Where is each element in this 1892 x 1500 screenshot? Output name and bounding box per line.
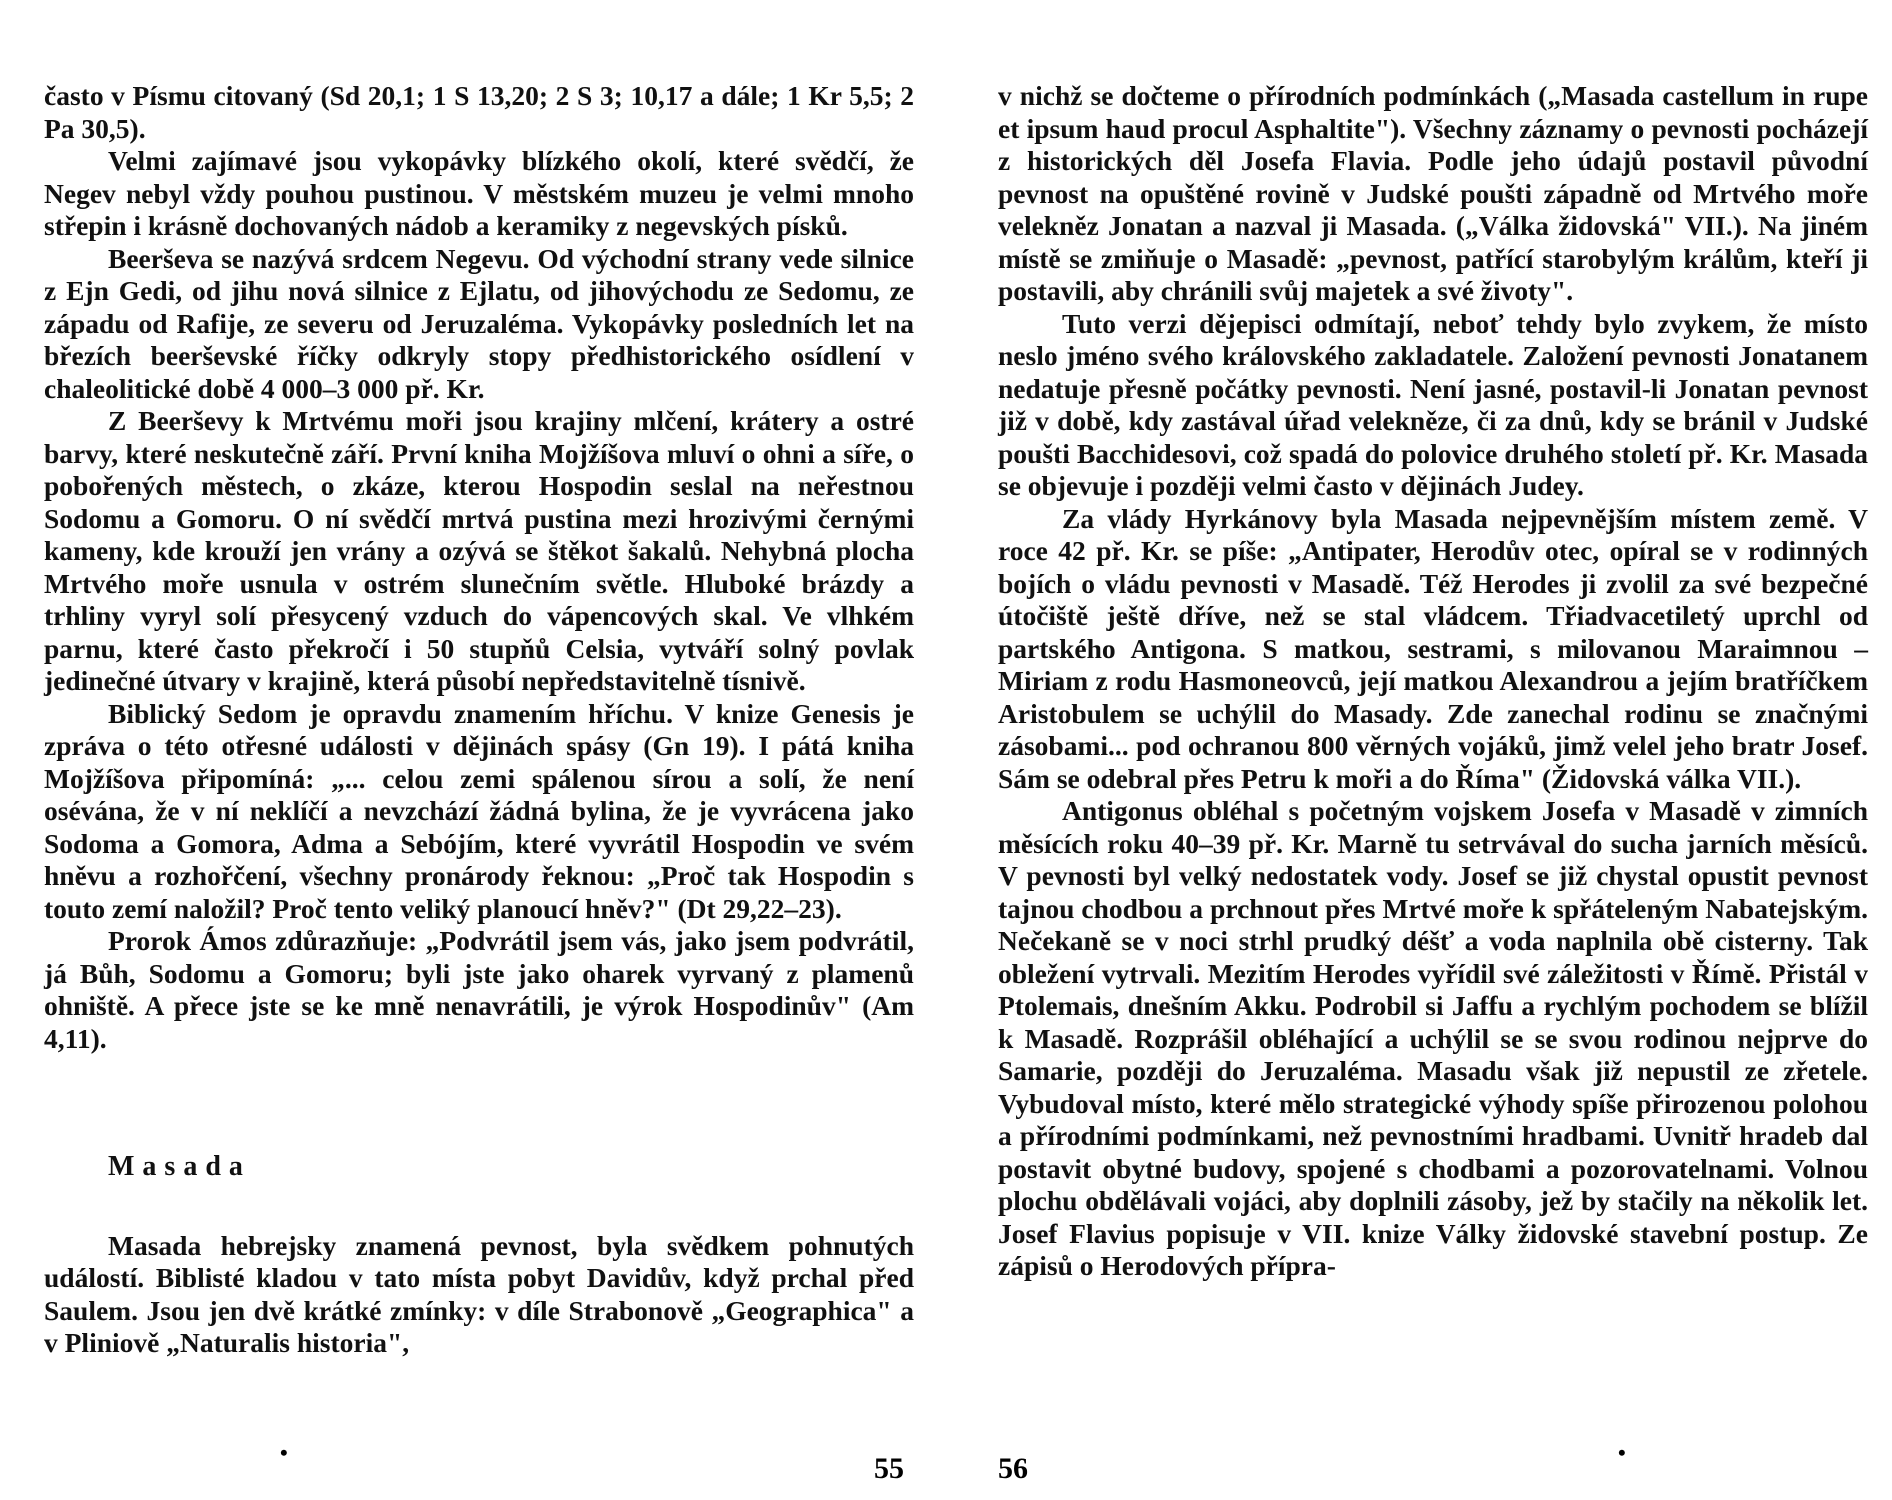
paragraph: Z Beerševy k Mrtvému moři jsou krajiny mlčení, krátery a ostré barvy, které neskutečně září. První kniha Mojžíšova mluví o ohni a síře, o pobořených městech, o zkáze, kterou Hospodin seslal na neřestnou Sodomu a Gomoru. O ní svědčí mrtvá pustina mezi hrozivými černými kameny, kde krouží jen vrány a ozývá se štěkot šakalů. Nehybná plocha Mrtvého moře usnula v ostrém slunečním světle. Hluboké brázdy a trhliny vyryl solí přesycený vzduch do vápencových skal. Ve vlhkém parnu, které často překročí i 50 stupňů Celsia, vytváří solný povlak jedinečné útvary v krajině, která působí nepředstavitelně tísnivě. xyxy=(44,405,914,696)
right-text-column xyxy=(998,80,1868,1283)
section-heading: Masada xyxy=(108,1151,251,1182)
paragraph: Tuto verzi dějepisci odmítají, neboť tehdy bylo zvykem, že místo neslo jméno svého královského zakladatele. Založení pevnosti Jonatanem nedatuje přesně počátky pevnosti. Není jasné, postavil-li Jonatan pevnost již v době, kdy zastával úřad velekněze, či za dnů, kdy se bránil v Judské poušti Bacchidesovi, což spadá do polovice druhého století př. Kr. Masada se objevuje i později velmi často v dějinách Judey. xyxy=(998,307,1868,501)
page-number: 56 xyxy=(998,1452,1028,1485)
paragraph: často v Písmu citovaný (Sd 20,1; 1 S 13,20; 2 S 3; 10,17 a dále; 1 Kr 5,5; 2 Pa 30,5). xyxy=(44,80,914,144)
paragraph: Za vlády Hyrkánovy byla Masada nejpevnějším místem země. V roce 42 př. Kr. se píše: „Antipater, Herodův otec, opíral se v rodinných bojích o vládu pevnosti v Masadě. Též Herodes ji zvolil za své bezpečné útočiště ještě dříve, než se stal vládcem. Třiadvacetiletý uprchl od partského Antigona. S matkou, sestrami, s milovanou Maraimnou – Miriam z rodu Hasmoneovců, její matkou Alexandrou a jejím bratříčkem Aristobulem se uchýlil do Masady. Zde zanechal rodinu se značnými zásobami... pod ochranou 800 věrných vojáků, jimž velel jeho bratr Josef. Sám se odebral přes Petru k moři a do Říma" (Židovská válka VII.). xyxy=(998,502,1868,794)
paragraph: Velmi zajímavé jsou vykopávky blízkého okolí, které svědčí, že Negev nebyl vždy pouhou pustinou. V městském muzeu je velmi mnoho střepin i krásně dochovaných nádob a keramiky z negevských písků. xyxy=(44,145,914,241)
paragraph: Beerševa se nazývá srdcem Negevu. Od východní strany vede silnice z Ejn Gedi, od jihu nová silnice z Ejlatu, od jihovýchodu ze Sedomu, ze západu od Rafije, ze severu od Jeruzaléma. Vykopávky posledních let na březích beerševské říčky odkryly stopy předhistorického osídlení v chaleolitické době 4 000–3 000 př. Kr. xyxy=(44,242,914,404)
paragraph: Biblický Sedom je opravdu znamením hříchu. V knize Genesis je zpráva o této otřesné události v dějinách spásy (Gn 19). I pátá kniha Mojžíšova připomíná: „... celou zemi spálenou sírou a solí, že není osévána, že v ní neklíčí a nevzchází žádná bylina, že je vyvrácena jako Sodoma a Gomora, Adma a Sebójím, které vyvrátil Hospodin ve svém hněvu a rozhořčení, všechny pronárody řeknou: „Proč tak Hospodin s touto zemí naložil? Proč tento veliký planoucí hněv?" (Dt 29,22–23). xyxy=(44,697,914,924)
left-text-column xyxy=(44,80,914,1360)
paragraph: Prorok Ámos zdůrazňuje: „Podvrátil jsem vás, jako jsem podvrátil, já Bůh, Sodomu a Gomoru; byli jste jako oharek vyrvaný z plamenů ohniště. A přece jste se ke mně nenavrátili, je výrok Hospodinův" (Am 4,11). xyxy=(44,925,914,1054)
page-dot: • xyxy=(280,1440,288,1465)
right-page xyxy=(946,0,1892,1500)
page-number: 55 xyxy=(874,1452,904,1485)
paragraph: Antigonus obléhal s početným vojskem Josefa v Masadě v zimních měsících roku 40–39 př. Kr. Marně tu setrvával do sucha jarních měsíců. V pevnosti byl velký nedostatek vody. Josef se již chystal opustit pevnost tajnou chodbou a prchnout přes Mrtvé moře k spřáteleným Nabatejským. Nečekaně se v noci strhl prudký déšť a voda naplnila obě cisterny. Tak obležení vytrvali. Mezitím Herodes vyřídil své záležitosti v Římě. Přistál v Ptolemais, dnešním Akku. Podrobil si Jaffu a rychlým pochodem se blížil k Masadě. Rozprášil obléhající a uchýlil se se svou rodinou nejprve do Samarie, později do Jeruzaléma. Masadu však již nepustil ze zřetele. Vybudoval místo, které mělo strategické výhody spíše přirozenou polohou a přírodními podmínkami, než pevnostními hradbami. Uvnitř hradeb dal postavit obytné budovy, spojené s chodbami a pozorovatelnami. Volnou plochu obdělávali vojáci, aby doplnili zásoby, jež by stačily na několik let. Josef Flavius popisuje v VII. knize Války židovské stavební postup. Ze zápisů o Herodových přípra- xyxy=(998,795,1868,1281)
paragraph: Masada hebrejsky znamená pevnost, byla svědkem pohnutých událostí. Biblisté kladou v tato místa pobyt Davidův, když prchal před Saulem. Jsou jen dvě krátké zmínky: v díle Strabonově „Geographica" a v Pliniově „Naturalis historia", xyxy=(44,1229,914,1358)
page-dot: • xyxy=(1618,1440,1626,1465)
paragraph: v nichž se dočteme o přírodních podmínkách („Masada castellum in rupe et ipsum haud procul Asphaltite"). Všechny záznamy o pevnosti pocházejí z historických děl Josefa Flavia. Podle jeho údajů postavil původní pevnost na opuštěné rovině v Judské poušti západně od Mrtvého moře velekněz Jonatan a nazval ji Masada. („Válka židovská" VII.). Na jiném místě se zmiňuje o Masadě: „pevnost, patřící starobylým králům, kteří ji postavili, aby chránili svůj majetek a své životy". xyxy=(998,80,1868,306)
